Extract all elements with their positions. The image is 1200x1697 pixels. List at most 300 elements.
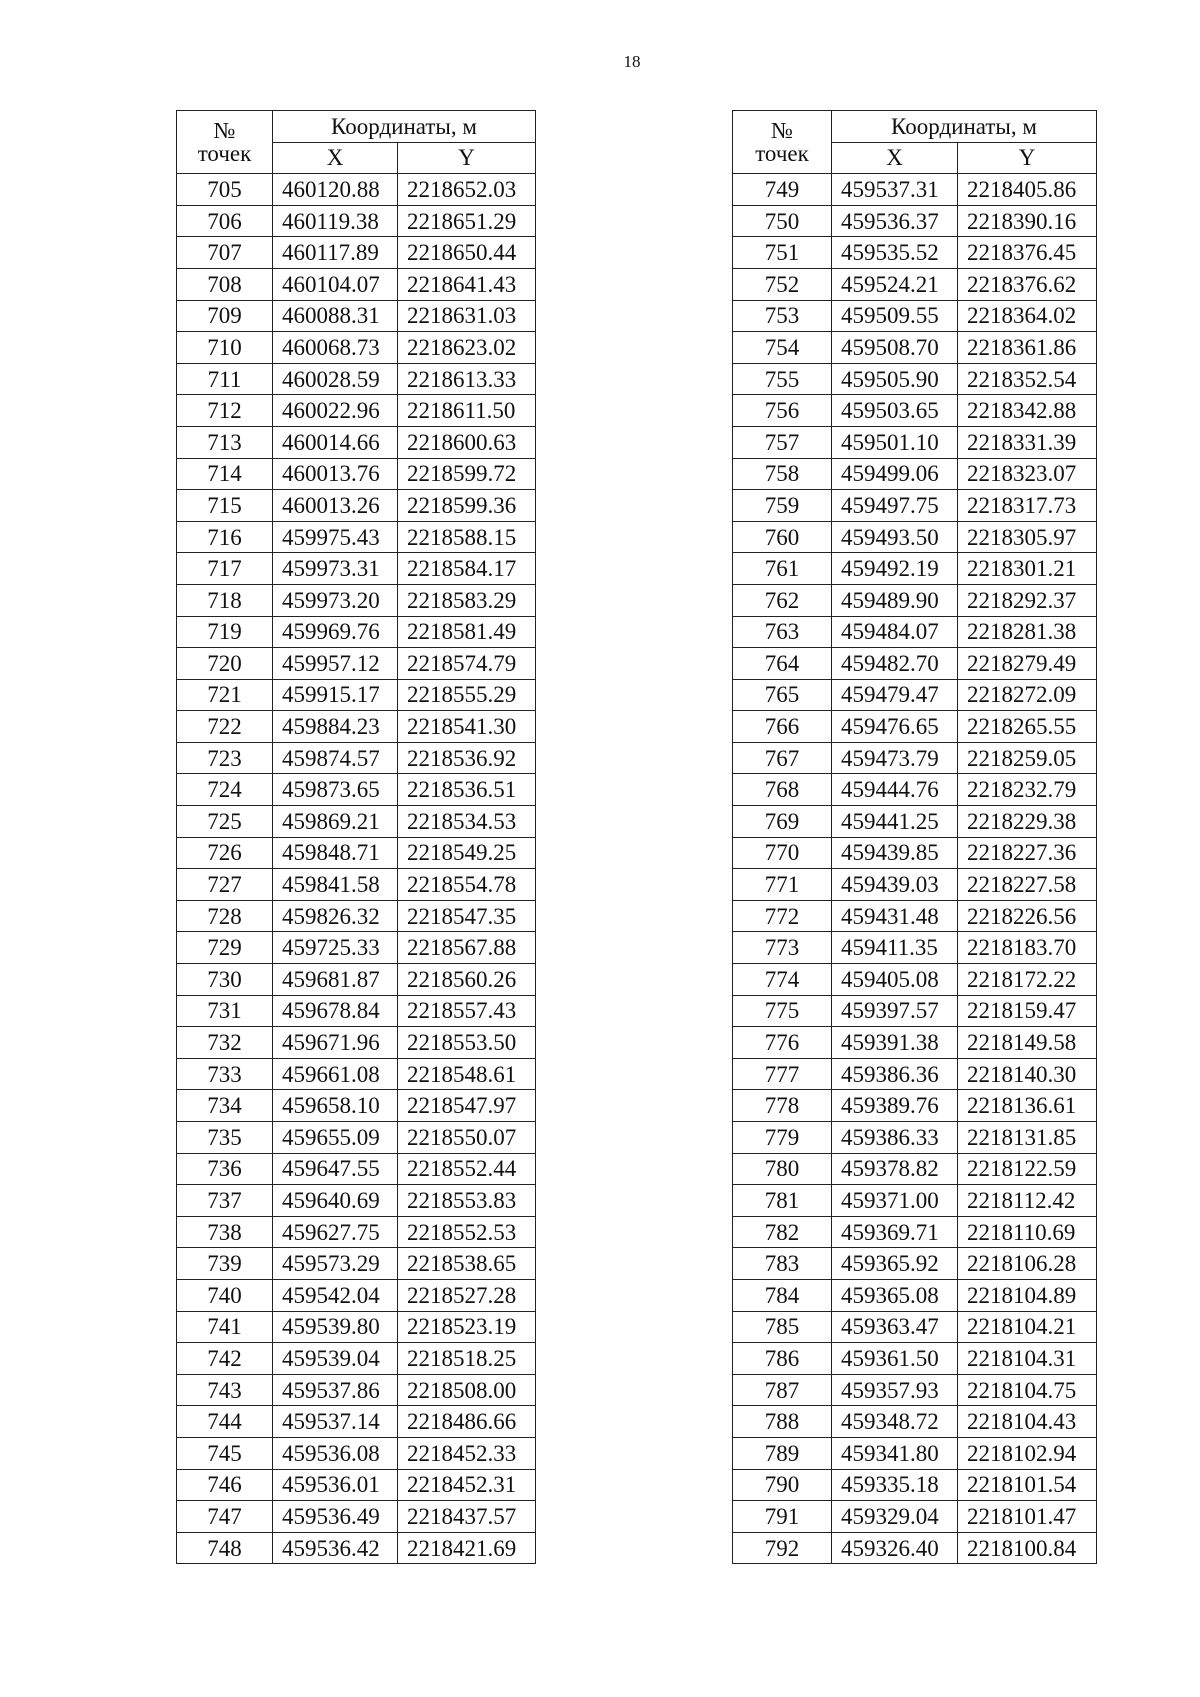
point-number-cell: 719 <box>177 616 273 648</box>
y-coordinate-cell: 2218376.62 <box>958 268 1097 300</box>
points-label: точек <box>197 141 252 167</box>
y-coordinate-cell: 2218232.79 <box>958 774 1097 806</box>
point-number-cell: 773 <box>733 932 832 964</box>
x-coordinate-cell: 459378.82 <box>832 1153 958 1185</box>
point-number-cell: 705 <box>177 174 273 206</box>
y-coordinate-cell: 2218342.88 <box>958 395 1097 427</box>
point-number-cell: 706 <box>177 205 273 237</box>
table-row <box>177 1185 536 1217</box>
x-coordinate-cell: 459365.92 <box>832 1248 958 1280</box>
y-coordinate-cell: 2218553.83 <box>398 1185 536 1217</box>
y-coordinate-cell: 2218650.44 <box>398 237 536 269</box>
table-row <box>733 1469 1097 1501</box>
point-number-cell: 729 <box>177 932 273 964</box>
x-coordinate-cell: 459348.72 <box>832 1406 958 1438</box>
table-row <box>177 616 536 648</box>
point-number-cell: 764 <box>733 648 832 680</box>
y-coordinate-cell: 2218557.43 <box>398 995 536 1027</box>
x-coordinate-cell: 459479.47 <box>832 679 958 711</box>
table-row <box>177 332 536 364</box>
table-row <box>733 742 1097 774</box>
y-coordinate-cell: 2218172.22 <box>958 964 1097 996</box>
x-coordinate-cell: 459536.37 <box>832 205 958 237</box>
table-row <box>733 837 1097 869</box>
y-coordinate-cell: 2218122.59 <box>958 1153 1097 1185</box>
x-coordinate-cell: 459658.10 <box>273 1090 398 1122</box>
table-row <box>177 268 536 300</box>
table-row <box>733 174 1097 206</box>
point-number-cell: 758 <box>733 458 832 490</box>
y-coordinate-cell: 2218600.63 <box>398 426 536 458</box>
y-coordinate-cell: 2218538.65 <box>398 1248 536 1280</box>
table-row <box>733 521 1097 553</box>
point-number-cell: 774 <box>733 964 832 996</box>
y-coordinate-cell: 2218106.28 <box>958 1248 1097 1280</box>
point-number-cell: 708 <box>177 268 273 300</box>
x-coordinate-cell: 459369.71 <box>832 1216 958 1248</box>
x-coordinate-cell: 459386.36 <box>832 1058 958 1090</box>
y-coordinate-cell: 2218301.21 <box>958 553 1097 585</box>
point-number-cell: 738 <box>177 1216 273 1248</box>
x-coordinate-cell: 459661.08 <box>273 1058 398 1090</box>
x-coordinate-cell: 459884.23 <box>273 711 398 743</box>
y-coordinate-cell: 2218140.30 <box>958 1058 1097 1090</box>
x-coordinate-cell: 460022.96 <box>273 395 398 427</box>
y-coordinate-cell: 2218527.28 <box>398 1279 536 1311</box>
point-number-cell: 739 <box>177 1248 273 1280</box>
x-coordinate-cell: 459975.43 <box>273 521 398 553</box>
table-header <box>177 111 536 174</box>
table-row <box>177 964 536 996</box>
table-row <box>177 648 536 680</box>
x-coordinate-cell: 459537.86 <box>273 1374 398 1406</box>
point-number-cell: 750 <box>733 205 832 237</box>
x-coordinate-cell: 459655.09 <box>273 1122 398 1154</box>
point-number-cell: 748 <box>177 1532 273 1564</box>
table-row <box>733 679 1097 711</box>
table-row <box>177 426 536 458</box>
point-number-cell: 757 <box>733 426 832 458</box>
table-row <box>177 995 536 1027</box>
point-number-cell: 745 <box>177 1437 273 1469</box>
table-row <box>733 458 1097 490</box>
page-number: 18 <box>623 52 641 71</box>
x-coordinate-cell: 460028.59 <box>273 363 398 395</box>
point-number-cell: 723 <box>177 742 273 774</box>
x-coordinate-cell: 459957.12 <box>273 648 398 680</box>
table-row <box>177 1343 536 1375</box>
table-row <box>177 1437 536 1469</box>
x-coordinate-cell: 459973.31 <box>273 553 398 585</box>
point-number-cell: 744 <box>177 1406 273 1438</box>
table-row <box>733 553 1097 585</box>
point-number-cell: 709 <box>177 300 273 332</box>
table-row <box>177 553 536 585</box>
x-coordinate-cell: 459371.00 <box>832 1185 958 1217</box>
point-number-cell: 727 <box>177 869 273 901</box>
table-body <box>733 174 1097 1564</box>
table-row <box>177 237 536 269</box>
y-coordinate-cell: 2218100.84 <box>958 1532 1097 1564</box>
x-coordinate-cell: 459874.57 <box>273 742 398 774</box>
table-row <box>733 332 1097 364</box>
point-number-cell: 776 <box>733 1027 832 1059</box>
point-number-cell: 724 <box>177 774 273 806</box>
point-number-cell: 788 <box>733 1406 832 1438</box>
y-coordinate-cell: 2218547.97 <box>398 1090 536 1122</box>
y-coordinate-cell: 2218101.54 <box>958 1469 1097 1501</box>
point-number-cell: 792 <box>733 1532 832 1564</box>
point-number-cell: 789 <box>733 1437 832 1469</box>
y-coordinate-cell: 2218623.02 <box>398 332 536 364</box>
point-number-cell: 775 <box>733 995 832 1027</box>
point-number-cell: 771 <box>733 869 832 901</box>
table-row <box>177 932 536 964</box>
y-coordinate-cell: 2218549.25 <box>398 837 536 869</box>
point-number-cell: 741 <box>177 1311 273 1343</box>
point-number-cell: 732 <box>177 1027 273 1059</box>
y-coordinate-cell: 2218229.38 <box>958 806 1097 838</box>
x-coordinate-cell: 459335.18 <box>832 1469 958 1501</box>
number-sign: № <box>213 118 236 144</box>
point-number-header <box>733 111 832 174</box>
table-row <box>733 1406 1097 1438</box>
y-coordinate-cell: 2218437.57 <box>398 1501 536 1533</box>
y-coordinate-cell: 2218104.43 <box>958 1406 1097 1438</box>
table-row <box>733 900 1097 932</box>
y-coordinate-cell: 2218323.07 <box>958 458 1097 490</box>
y-coordinate-cell: 2218581.49 <box>398 616 536 648</box>
y-coordinate-cell: 2218331.39 <box>958 426 1097 458</box>
x-coordinate-cell: 459536.08 <box>273 1437 398 1469</box>
x-coordinate-cell: 459671.96 <box>273 1027 398 1059</box>
point-number-header <box>177 111 273 174</box>
y-coordinate-cell: 2218279.49 <box>958 648 1097 680</box>
point-number-cell: 768 <box>733 774 832 806</box>
table-row <box>177 300 536 332</box>
y-coordinate-cell: 2218352.54 <box>958 363 1097 395</box>
table-row <box>733 1343 1097 1375</box>
point-number-cell: 718 <box>177 584 273 616</box>
point-number-cell: 742 <box>177 1343 273 1375</box>
y-coordinate-cell: 2218584.17 <box>398 553 536 585</box>
table-row <box>177 711 536 743</box>
point-number-cell: 737 <box>177 1185 273 1217</box>
table-row <box>733 1216 1097 1248</box>
point-number-cell: 760 <box>733 521 832 553</box>
x-coordinate-cell: 459363.47 <box>832 1311 958 1343</box>
y-coordinate-cell: 2218112.42 <box>958 1185 1097 1217</box>
y-coordinate-cell: 2218536.51 <box>398 774 536 806</box>
y-coordinate-cell: 2218550.07 <box>398 1122 536 1154</box>
point-number-cell: 751 <box>733 237 832 269</box>
x-coordinate-cell: 460104.07 <box>273 268 398 300</box>
table-row <box>733 1027 1097 1059</box>
point-number-cell: 728 <box>177 900 273 932</box>
x-coordinate-cell: 460119.38 <box>273 205 398 237</box>
table-row <box>733 490 1097 522</box>
y-coordinate-cell: 2218599.36 <box>398 490 536 522</box>
table-row <box>733 806 1097 838</box>
table-row <box>177 490 536 522</box>
point-number-cell: 785 <box>733 1311 832 1343</box>
points-label: точек <box>755 141 809 167</box>
x-coordinate-cell: 459499.06 <box>832 458 958 490</box>
table-row <box>733 300 1097 332</box>
table-row <box>177 1216 536 1248</box>
y-coordinate-cell: 2218611.50 <box>398 395 536 427</box>
table-row <box>733 1185 1097 1217</box>
point-number-cell: 767 <box>733 742 832 774</box>
y-header: Y <box>958 142 1097 174</box>
x-coordinate-cell: 459497.75 <box>832 490 958 522</box>
table-row <box>177 1058 536 1090</box>
x-coordinate-cell: 459573.29 <box>273 1248 398 1280</box>
x-coordinate-cell: 460120.88 <box>273 174 398 206</box>
table-row <box>177 742 536 774</box>
point-number-cell: 784 <box>733 1279 832 1311</box>
x-coordinate-cell: 459509.55 <box>832 300 958 332</box>
y-coordinate-cell: 2218292.37 <box>958 584 1097 616</box>
point-number-cell: 711 <box>177 363 273 395</box>
x-coordinate-cell: 459489.90 <box>832 584 958 616</box>
y-coordinate-cell: 2218281.38 <box>958 616 1097 648</box>
y-coordinate-cell: 2218361.86 <box>958 332 1097 364</box>
point-number-cell: 716 <box>177 521 273 553</box>
point-number-cell: 779 <box>733 1122 832 1154</box>
table-row <box>733 648 1097 680</box>
y-coordinate-cell: 2218104.31 <box>958 1343 1097 1375</box>
x-coordinate-cell: 459973.20 <box>273 584 398 616</box>
y-coordinate-cell: 2218552.53 <box>398 1216 536 1248</box>
table-row <box>177 1311 536 1343</box>
table-row <box>733 205 1097 237</box>
point-number-cell: 712 <box>177 395 273 427</box>
x-coordinate-cell: 459678.84 <box>273 995 398 1027</box>
y-coordinate-cell: 2218651.29 <box>398 205 536 237</box>
point-number-cell: 766 <box>733 711 832 743</box>
point-number-cell: 717 <box>177 553 273 585</box>
x-coordinate-cell: 459389.76 <box>832 1090 958 1122</box>
y-coordinate-cell: 2218631.03 <box>398 300 536 332</box>
y-coordinate-cell: 2218534.53 <box>398 806 536 838</box>
point-number-cell: 763 <box>733 616 832 648</box>
coordinates-header: Координаты, м <box>273 111 536 143</box>
point-number-cell: 762 <box>733 584 832 616</box>
y-coordinate-cell: 2218405.86 <box>958 174 1097 206</box>
x-coordinate-cell: 459681.87 <box>273 964 398 996</box>
point-number-cell: 756 <box>733 395 832 427</box>
point-number-cell: 725 <box>177 806 273 838</box>
y-coordinate-cell: 2218541.30 <box>398 711 536 743</box>
x-coordinate-cell: 459826.32 <box>273 900 398 932</box>
point-number-cell: 790 <box>733 1469 832 1501</box>
x-coordinate-cell: 460088.31 <box>273 300 398 332</box>
point-number-cell: 770 <box>733 837 832 869</box>
x-coordinate-cell: 459537.14 <box>273 1406 398 1438</box>
x-coordinate-cell: 459357.93 <box>832 1374 958 1406</box>
y-coordinate-cell: 2218486.66 <box>398 1406 536 1438</box>
x-coordinate-cell: 459431.48 <box>832 900 958 932</box>
table-row <box>733 1122 1097 1154</box>
y-coordinate-cell: 2218265.55 <box>958 711 1097 743</box>
x-coordinate-cell: 460013.76 <box>273 458 398 490</box>
x-coordinate-cell: 459647.55 <box>273 1153 398 1185</box>
table-row <box>177 900 536 932</box>
table-row <box>177 837 536 869</box>
table-row <box>733 1153 1097 1185</box>
table-row <box>177 395 536 427</box>
table-row <box>177 1027 536 1059</box>
y-coordinate-cell: 2218553.50 <box>398 1027 536 1059</box>
y-coordinate-cell: 2218567.88 <box>398 932 536 964</box>
point-number-cell: 772 <box>733 900 832 932</box>
table-row <box>177 1406 536 1438</box>
table-row <box>733 584 1097 616</box>
x-coordinate-cell: 459444.76 <box>832 774 958 806</box>
point-number-cell: 715 <box>177 490 273 522</box>
y-coordinate-cell: 2218272.09 <box>958 679 1097 711</box>
y-coordinate-cell: 2218226.56 <box>958 900 1097 932</box>
x-coordinate-cell: 459439.03 <box>832 869 958 901</box>
table-row <box>733 395 1097 427</box>
y-coordinate-cell: 2218104.89 <box>958 1279 1097 1311</box>
y-coordinate-cell: 2218159.47 <box>958 995 1097 1027</box>
y-coordinate-cell: 2218259.05 <box>958 742 1097 774</box>
table-row <box>733 616 1097 648</box>
x-coordinate-cell: 459536.49 <box>273 1501 398 1533</box>
table-row <box>177 1279 536 1311</box>
point-number-cell: 736 <box>177 1153 273 1185</box>
y-coordinate-cell: 2218136.61 <box>958 1090 1097 1122</box>
y-coordinate-cell: 2218102.94 <box>958 1437 1097 1469</box>
y-coordinate-cell: 2218149.58 <box>958 1027 1097 1059</box>
table-row <box>733 995 1097 1027</box>
x-coordinate-cell: 459869.21 <box>273 806 398 838</box>
table-row <box>733 268 1097 300</box>
y-coordinate-cell: 2218548.61 <box>398 1058 536 1090</box>
x-coordinate-cell: 459535.52 <box>832 237 958 269</box>
x-coordinate-cell: 459386.33 <box>832 1122 958 1154</box>
y-coordinate-cell: 2218317.73 <box>958 490 1097 522</box>
point-number-cell: 747 <box>177 1501 273 1533</box>
y-coordinate-cell: 2218536.92 <box>398 742 536 774</box>
x-header: X <box>832 142 958 174</box>
table-row <box>733 869 1097 901</box>
x-coordinate-cell: 459411.35 <box>832 932 958 964</box>
point-number-cell: 733 <box>177 1058 273 1090</box>
table-row <box>733 1311 1097 1343</box>
table-row <box>733 426 1097 458</box>
x-coordinate-cell: 459482.70 <box>832 648 958 680</box>
table-row <box>733 964 1097 996</box>
y-coordinate-cell: 2218523.19 <box>398 1311 536 1343</box>
x-coordinate-cell: 459915.17 <box>273 679 398 711</box>
x-coordinate-cell: 459539.04 <box>273 1343 398 1375</box>
x-coordinate-cell: 459492.19 <box>832 553 958 585</box>
x-coordinate-cell: 459539.80 <box>273 1311 398 1343</box>
y-coordinate-cell: 2218227.36 <box>958 837 1097 869</box>
x-coordinate-cell: 460068.73 <box>273 332 398 364</box>
y-coordinate-cell: 2218599.72 <box>398 458 536 490</box>
x-coordinate-cell: 459969.76 <box>273 616 398 648</box>
y-coordinate-cell: 2218508.00 <box>398 1374 536 1406</box>
y-coordinate-cell: 2218560.26 <box>398 964 536 996</box>
point-number-cell: 787 <box>733 1374 832 1406</box>
table-row <box>733 237 1097 269</box>
x-coordinate-cell: 459329.04 <box>832 1501 958 1533</box>
table-row <box>733 1437 1097 1469</box>
table-row <box>733 363 1097 395</box>
x-coordinate-cell: 460014.66 <box>273 426 398 458</box>
y-coordinate-cell: 2218452.33 <box>398 1437 536 1469</box>
point-number-cell: 753 <box>733 300 832 332</box>
x-coordinate-cell: 459341.80 <box>832 1437 958 1469</box>
y-header: Y <box>398 142 536 174</box>
table-row <box>177 679 536 711</box>
point-number-cell: 707 <box>177 237 273 269</box>
table-row <box>733 1532 1097 1564</box>
point-number-cell: 781 <box>733 1185 832 1217</box>
y-coordinate-cell: 2218588.15 <box>398 521 536 553</box>
point-number-cell: 730 <box>177 964 273 996</box>
table-row <box>177 458 536 490</box>
table-row <box>177 363 536 395</box>
x-coordinate-cell: 459505.90 <box>832 363 958 395</box>
table-row <box>177 584 536 616</box>
x-coordinate-cell: 459524.21 <box>832 268 958 300</box>
point-number-cell: 713 <box>177 426 273 458</box>
point-number-cell: 721 <box>177 679 273 711</box>
coordinates-table-right <box>732 110 1097 1564</box>
table-row <box>177 1501 536 1533</box>
point-number-cell: 720 <box>177 648 273 680</box>
point-number-cell: 752 <box>733 268 832 300</box>
point-number-cell: 782 <box>733 1216 832 1248</box>
point-number-cell: 746 <box>177 1469 273 1501</box>
x-coordinate-cell: 459405.08 <box>832 964 958 996</box>
y-coordinate-cell: 2218641.43 <box>398 268 536 300</box>
table-row <box>733 1248 1097 1280</box>
table-row <box>177 1532 536 1564</box>
coordinates-header: Координаты, м <box>832 111 1097 143</box>
y-coordinate-cell: 2218305.97 <box>958 521 1097 553</box>
table-header <box>733 111 1097 174</box>
y-coordinate-cell: 2218104.21 <box>958 1311 1097 1343</box>
table-row <box>733 1058 1097 1090</box>
x-coordinate-cell: 460117.89 <box>273 237 398 269</box>
y-coordinate-cell: 2218364.02 <box>958 300 1097 332</box>
point-number-cell: 783 <box>733 1248 832 1280</box>
point-number-cell: 734 <box>177 1090 273 1122</box>
table-row <box>177 869 536 901</box>
point-number-cell: 780 <box>733 1153 832 1185</box>
point-number-cell: 786 <box>733 1343 832 1375</box>
x-coordinate-cell: 459501.10 <box>832 426 958 458</box>
x-coordinate-cell: 459476.65 <box>832 711 958 743</box>
x-coordinate-cell: 459873.65 <box>273 774 398 806</box>
y-coordinate-cell: 2218554.78 <box>398 869 536 901</box>
x-coordinate-cell: 459473.79 <box>832 742 958 774</box>
y-coordinate-cell: 2218547.35 <box>398 900 536 932</box>
x-coordinate-cell: 459365.08 <box>832 1279 958 1311</box>
point-number-cell: 726 <box>177 837 273 869</box>
point-number-cell: 710 <box>177 332 273 364</box>
table-body <box>177 174 536 1564</box>
point-number-cell: 714 <box>177 458 273 490</box>
y-coordinate-cell: 2218555.29 <box>398 679 536 711</box>
table-row <box>733 1279 1097 1311</box>
